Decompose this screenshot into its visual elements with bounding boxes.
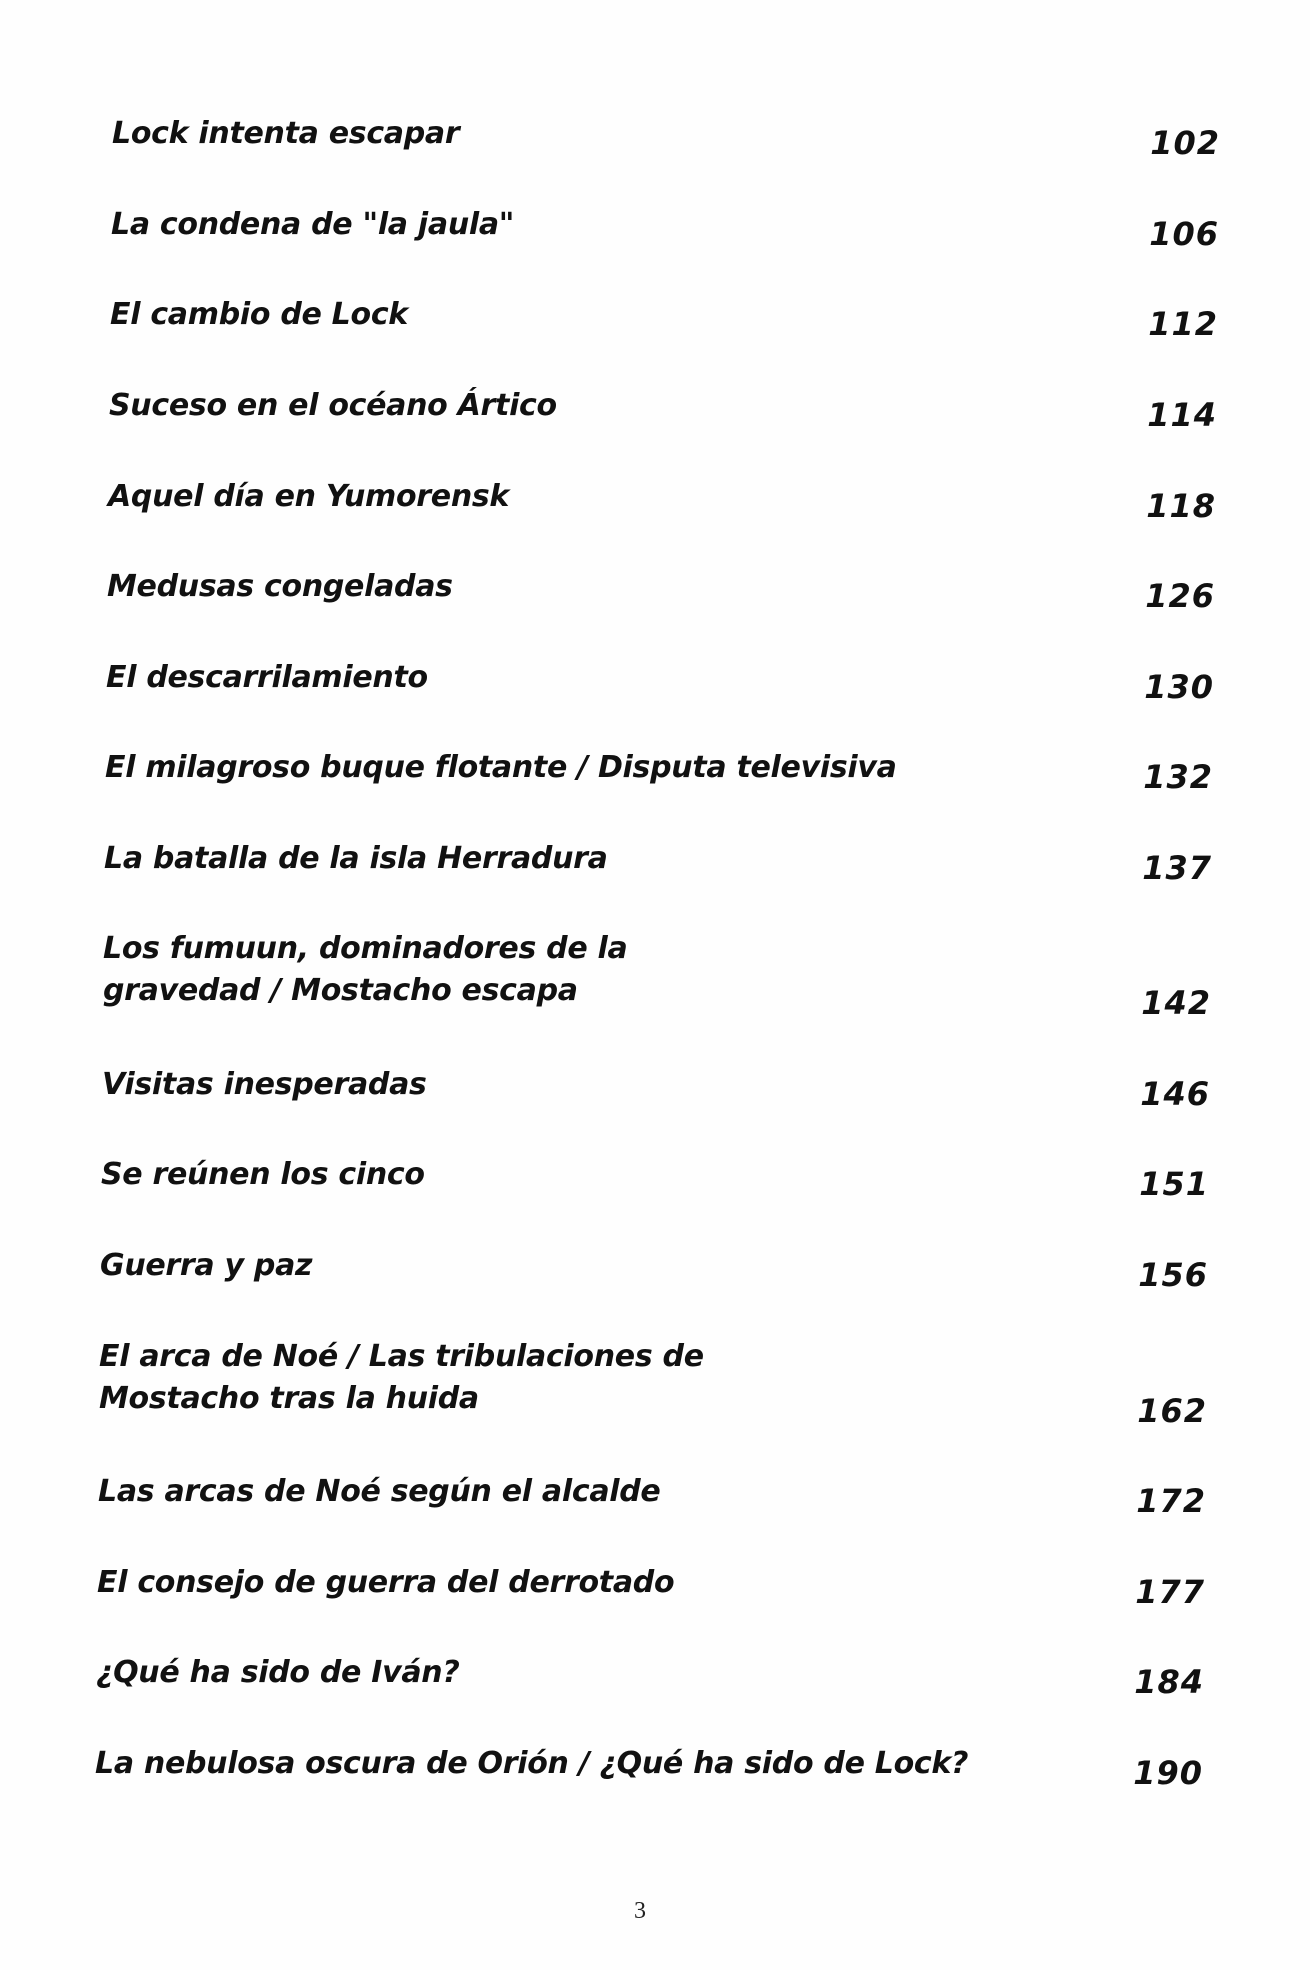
toc-entry-title-line: Lock intenta escapar xyxy=(112,116,460,151)
toc-entry-title-line: Se reúnen los cinco xyxy=(101,1157,425,1192)
toc-entry-title xyxy=(109,385,557,427)
toc-entry-page: 130 xyxy=(1144,668,1214,706)
toc-entry-title xyxy=(97,1562,674,1604)
toc-entry-title-line: ¿Qué ha sido de Iván? xyxy=(96,1655,460,1690)
toc-entry-title-line: Los fumuun, dominadores de la xyxy=(103,931,628,966)
toc-entry-title-line: Mostacho tras la huida xyxy=(99,1381,479,1416)
toc-entry-page: 112 xyxy=(1148,305,1218,343)
toc-entry-title-line: El arca de Noé / Las tribulaciones de xyxy=(99,1339,704,1374)
toc-entry-title xyxy=(108,476,509,518)
toc-entry-title-line: El descarrilamiento xyxy=(106,660,428,695)
toc-entry-title xyxy=(99,1336,704,1420)
toc-entry-page: 137 xyxy=(1142,849,1212,887)
toc-entry-page: 114 xyxy=(1147,396,1217,434)
toc-entry-title-line: El consejo de guerra del derrotado xyxy=(97,1565,675,1600)
page-number: 3 xyxy=(634,1898,646,1924)
toc-entry-page: 102 xyxy=(1150,124,1220,162)
toc-entry-title xyxy=(102,1064,427,1106)
toc-entry-title xyxy=(100,1245,312,1287)
toc-entry-title-line: La batalla de la isla Herradura xyxy=(104,841,608,876)
toc-entry-page: 132 xyxy=(1143,758,1213,796)
toc-entry-page: 172 xyxy=(1136,1482,1206,1520)
toc-entry-title xyxy=(103,928,627,1012)
toc-entry-title-line: Aquel día en Yumorensk xyxy=(108,479,510,514)
toc-entry-page: 162 xyxy=(1137,1392,1207,1430)
toc-entry-title-line: Las arcas de Noé según el alcalde xyxy=(98,1474,661,1509)
toc-entry-title-line: Suceso en el océano Ártico xyxy=(109,388,557,423)
toc-entry-title xyxy=(98,1471,660,1513)
toc-entry-title xyxy=(106,657,428,699)
toc-entry-page: 118 xyxy=(1146,487,1216,525)
toc-entry-title-line: La nebulosa oscura de Orión / ¿Qué ha sido de Lock? xyxy=(95,1746,969,1781)
toc-entry-page: 177 xyxy=(1135,1573,1205,1611)
toc-entry-title-line: Visitas inesperadas xyxy=(102,1067,427,1102)
toc-entry-page: 156 xyxy=(1138,1256,1208,1294)
toc-entry-title-line: gravedad / Mostacho escapa xyxy=(103,973,578,1008)
toc-entry-page: 184 xyxy=(1134,1663,1204,1701)
toc-entry-page: 106 xyxy=(1149,215,1219,253)
toc-entry-page: 146 xyxy=(1140,1075,1210,1113)
toc-entry-title-line: Medusas congeladas xyxy=(107,569,453,604)
toc-entry-page: 151 xyxy=(1139,1165,1209,1203)
toc-entry-title xyxy=(95,1743,968,1785)
toc-entry-title xyxy=(107,566,453,608)
toc-entry-title-line: El milagroso buque flotante / Disputa televisiva xyxy=(105,750,897,785)
toc-entry-title xyxy=(101,1154,425,1196)
toc-entry-page: 190 xyxy=(1133,1754,1203,1792)
toc-entry-title-line: Guerra y paz xyxy=(100,1248,313,1283)
toc-entry-title xyxy=(112,113,459,155)
toc-entry-title-line: El cambio de Lock xyxy=(110,297,408,332)
toc-entry-title xyxy=(110,294,408,336)
toc-entry-page: 126 xyxy=(1145,577,1215,615)
toc-entry-title-line: La condena de "la jaula" xyxy=(111,207,515,242)
toc-entry-page: 142 xyxy=(1141,984,1211,1022)
toc-entry-title xyxy=(111,204,514,246)
toc-entry-title xyxy=(105,747,897,789)
toc-entry-title xyxy=(104,838,608,880)
toc-entry-title xyxy=(96,1652,459,1694)
